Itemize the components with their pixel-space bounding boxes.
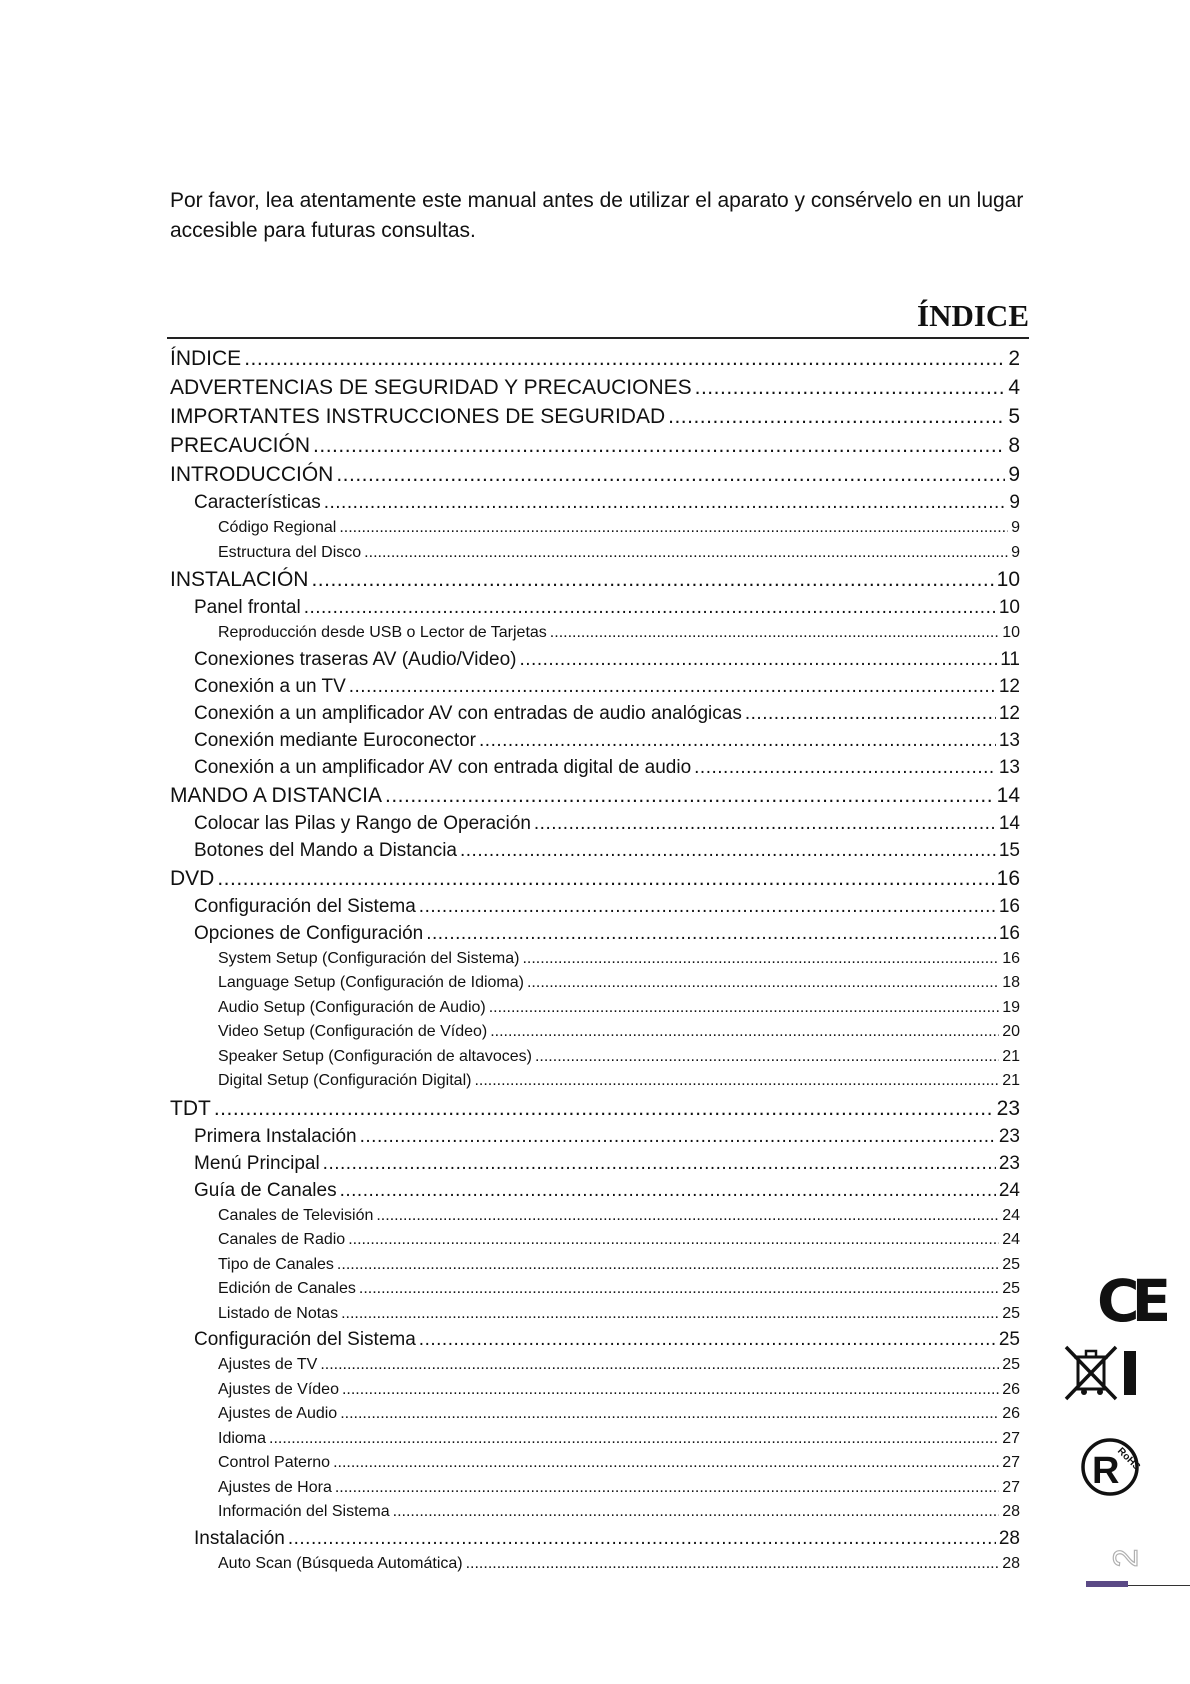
toc-entry[interactable] [170,864,1020,893]
toc-entry[interactable] [170,1451,1020,1476]
toc-entry-page: 10 [1002,624,1020,641]
toc-entry[interactable] [170,971,1020,996]
toc-dot-leader [333,1451,999,1476]
toc-entry[interactable] [170,837,1020,864]
toc-entry[interactable] [170,431,1020,460]
toc-entry-page: 27 [1002,1454,1020,1471]
toc-dot-leader [349,673,996,700]
toc-entry-title: Conexión mediante Euroconector [194,729,477,751]
toc-entry[interactable] [170,373,1020,402]
toc-dot-leader [324,489,1007,516]
toc-entry-title: Conexiones traseras AV (Audio/Video) [194,648,517,670]
ce-mark-icon: CE [1097,1267,1164,1335]
toc-entry-title: Conexión a un TV [194,675,346,697]
toc-entry[interactable] [170,1476,1020,1501]
toc-dot-leader [490,1020,999,1045]
toc-dot-leader [534,810,996,837]
toc-entry-title: Digital Setup (Configuración Digital) [218,1072,472,1089]
toc-entry[interactable] [170,1069,1020,1094]
toc-entry-page: 14 [998,812,1020,834]
toc-entry-title: Configuración del Sistema [194,895,416,917]
toc-entry[interactable] [170,402,1020,431]
toc-entry-title: TDT [170,1096,211,1120]
toc-entry-page: 24 [1002,1231,1020,1248]
toc-entry[interactable] [170,893,1020,920]
toc-entry-title: Ajustes de Hora [218,1478,332,1496]
rohs-label: RoHS [1115,1445,1142,1473]
toc-entry-title: Speaker Setup (Configuración de altavoces) [218,1047,532,1065]
toc-entry-page: 26 [1002,1380,1020,1398]
toc-entry-page: 8 [1008,434,1020,457]
page-number: 2 [1107,1548,1145,1568]
toc-entry-page: 9 [1008,463,1020,486]
toc-entry[interactable] [170,1277,1020,1302]
toc-entry-page: 26 [1002,1405,1020,1422]
toc-entry[interactable] [170,1228,1020,1253]
toc-entry-title: Idioma [218,1429,267,1447]
toc-entry-page: 12 [998,675,1020,697]
toc-dot-leader [323,1150,996,1177]
toc-entry[interactable] [170,1552,1020,1577]
toc-entry[interactable] [170,1326,1020,1353]
toc-entry-page: 10 [998,597,1020,618]
weee-crossed-bin-icon [1064,1345,1136,1401]
table-of-contents [170,344,1020,1576]
toc-entry-title: Canales de Televisión [218,1206,374,1224]
toc-dot-leader [339,516,1008,541]
toc-entry[interactable] [170,673,1020,700]
toc-dot-leader [288,1525,996,1552]
toc-entry-title: Listado de Notas [218,1304,339,1322]
toc-entry-page: 25 [1002,1255,1020,1273]
toc-entry-page: 16 [998,895,1020,917]
toc-entry-title: Reproducción desde USB o Lector de Tarjetas [218,624,547,641]
toc-entry[interactable] [170,1045,1020,1070]
toc-entry[interactable] [170,646,1020,673]
toc-entry-title: Control Paterno [218,1454,331,1471]
toc-heading: ÍNDICE [917,298,1029,333]
toc-entry[interactable] [170,920,1020,947]
toc-dot-leader [335,1476,999,1501]
toc-dot-leader [385,781,994,810]
toc-entry[interactable] [170,565,1020,594]
toc-entry-title: System Setup (Configuración del Sistema) [218,949,520,967]
toc-dot-leader [466,1552,1000,1577]
toc-entry[interactable] [170,1378,1020,1403]
toc-dot-leader [311,565,993,594]
toc-entry-title: Ajustes de Vídeo [218,1380,339,1398]
toc-entry-page: 19 [1002,998,1020,1016]
toc-dot-leader [340,1402,999,1427]
toc-entry[interactable] [170,1020,1020,1045]
toc-dot-leader [527,971,999,996]
toc-entry[interactable] [170,1525,1020,1552]
toc-dot-leader [359,1277,999,1302]
toc-entry[interactable] [170,754,1020,781]
toc-entry-page: 12 [998,702,1020,724]
toc-entry[interactable] [170,727,1020,754]
toc-dot-leader [313,431,1005,460]
toc-dot-leader [550,621,999,646]
toc-entry-title: PRECAUCIÓN [170,434,311,457]
toc-dot-leader [489,996,999,1021]
toc-entry-page: 16 [1002,949,1020,967]
toc-dot-leader [393,1500,1000,1525]
toc-entry[interactable] [170,1253,1020,1278]
toc-entry-title: Tipo de Canales [218,1255,334,1273]
toc-entry-page: 15 [998,839,1020,861]
toc-entry-page: 24 [1002,1206,1020,1224]
toc-dot-leader [426,920,996,947]
toc-entry[interactable] [170,1500,1020,1525]
toc-entry[interactable] [170,594,1020,621]
toc-entry-page: 14 [996,783,1020,807]
toc-dot-leader [360,1123,996,1150]
toc-entry-title: INSTALACIÓN [170,568,309,591]
toc-dot-leader [340,1177,996,1204]
toc-entry-title: Panel frontal [194,597,301,618]
toc-entry-title: Edición de Canales [218,1280,356,1297]
toc-dot-leader [695,373,1006,402]
toc-entry-title: Características [194,492,321,513]
toc-entry-page: 5 [1008,405,1020,428]
toc-entry-title: Ajustes de TV [218,1356,318,1373]
toc-entry-page: 28 [998,1527,1020,1549]
toc-entry-title: Canales de Radio [218,1231,346,1248]
toc-entry[interactable] [170,1353,1020,1378]
toc-entry-title: IMPORTANTES INSTRUCCIONES DE SEGURIDAD [170,405,666,428]
toc-dot-leader [244,344,1005,373]
intro-text: Por favor, lea atentamente este manual antes de utilizar el aparato y consérvelo en un lugar accesible para futuras consultas. [170,189,1024,242]
toc-dot-leader [320,1353,999,1378]
toc-entry-title: Video Setup (Configuración de Vídeo) [218,1023,488,1040]
toc-entry-page: 9 [1011,519,1020,536]
toc-dot-leader [519,646,997,673]
toc-entry[interactable] [170,781,1020,810]
toc-entry-title: Opciones de Configuración [194,922,424,944]
toc-entry-title: Language Setup (Configuración de Idioma) [218,974,524,991]
toc-entry-page: 20 [1002,1023,1020,1040]
toc-entry-title: Colocar las Pilas y Rango de Operación [194,812,531,834]
toc-entry[interactable] [170,460,1020,489]
footer-accent-bar [1086,1581,1128,1587]
toc-entry-title: Menú Principal [194,1152,320,1174]
toc-dot-leader [694,754,996,781]
toc-dot-leader [419,1326,996,1353]
toc-entry[interactable] [170,1094,1020,1123]
toc-dot-leader [376,1204,999,1229]
toc-dot-leader [214,1094,994,1123]
toc-entry-title: ADVERTENCIAS DE SEGURIDAD Y PRECAUCIONES [170,376,692,399]
toc-entry[interactable] [170,1177,1020,1204]
toc-entry[interactable] [170,1302,1020,1327]
toc-entry-page: 9 [1011,543,1020,561]
toc-dot-leader [304,594,996,621]
toc-entry-page: 28 [1002,1554,1020,1572]
toc-entry-title: Información del Sistema [218,1503,390,1520]
toc-entry-page: 4 [1008,376,1020,399]
toc-entry[interactable] [170,541,1020,566]
toc-dot-leader [419,893,996,920]
toc-entry[interactable] [170,516,1020,541]
toc-entry-title: INTRODUCCIÓN [170,463,334,486]
toc-entry-title: DVD [170,866,215,890]
toc-entry-page: 24 [998,1179,1020,1201]
toc-dot-leader [460,837,996,864]
toc-entry[interactable] [170,1427,1020,1452]
toc-entry[interactable] [170,1204,1020,1229]
toc-entry-title: Primera Instalación [194,1125,357,1147]
toc-dot-leader [364,541,1008,566]
toc-entry-title: Ajustes de Audio [218,1405,338,1422]
toc-entry[interactable] [170,810,1020,837]
toc-entry-page: 23 [996,1096,1020,1120]
toc-entry-title: Guía de Canales [194,1179,337,1201]
toc-entry-title: Audio Setup (Configuración de Audio) [218,998,486,1016]
toc-entry-page: 25 [1002,1280,1020,1297]
toc-entry-page: 13 [998,756,1020,778]
toc-entry-title: Código Regional [218,519,337,536]
toc-entry-page: 9 [1009,492,1020,513]
svg-text:R: R [1092,1450,1120,1492]
toc-dot-leader [217,864,993,893]
toc-dot-leader [745,700,996,727]
toc-dot-leader [522,947,999,972]
toc-entry-title: Auto Scan (Búsqueda Automática) [218,1554,463,1572]
toc-entry-page: 23 [998,1152,1020,1174]
toc-entry[interactable] [170,344,1020,373]
toc-entry[interactable] [170,700,1020,727]
toc-dot-leader [336,460,1005,489]
toc-entry-page: 13 [998,729,1020,751]
toc-entry-page: 25 [1002,1356,1020,1373]
toc-dot-leader [668,402,1005,431]
toc-entry[interactable] [170,621,1020,646]
toc-entry[interactable] [170,489,1020,516]
toc-entry-title: Estructura del Disco [218,543,362,561]
toc-entry-page: 27 [1002,1429,1020,1447]
toc-heading-rule [167,337,1029,339]
toc-entry-page: 11 [1000,648,1020,670]
toc-entry-page: 10 [996,568,1020,591]
toc-dot-leader [535,1045,999,1070]
toc-dot-leader [341,1302,999,1327]
toc-entry-page: 27 [1002,1478,1020,1496]
toc-entry[interactable] [170,996,1020,1021]
toc-entry-page: 21 [1002,1047,1020,1065]
rohs-mark-icon [1078,1435,1142,1499]
toc-entry-page: 28 [1002,1503,1020,1520]
toc-entry-title: Conexión a un amplificador AV con entradas de audio analógicas [194,702,742,724]
toc-dot-leader [337,1253,999,1278]
toc-entry-title: ÍNDICE [170,347,242,370]
toc-entry-page: 25 [1002,1304,1020,1322]
toc-entry-page: 16 [998,922,1020,944]
toc-entry-page: 25 [998,1329,1020,1350]
toc-dot-leader [479,727,996,754]
toc-entry-page: 21 [1002,1072,1020,1089]
toc-entry[interactable] [170,1402,1020,1427]
toc-entry-page: 16 [996,866,1020,890]
toc-entry-page: 23 [998,1125,1020,1147]
toc-entry[interactable] [170,1150,1020,1177]
toc-entry[interactable] [170,947,1020,972]
toc-entry-page: 18 [1002,974,1020,991]
toc-dot-leader [342,1378,999,1403]
toc-entry-page: 2 [1008,347,1020,370]
toc-dot-leader [269,1427,999,1452]
toc-entry-title: MANDO A DISTANCIA [170,783,382,807]
toc-entry-title: Conexión a un amplificador AV con entrada digital de audio [194,756,692,778]
toc-dot-leader [474,1069,999,1094]
toc-dot-leader [348,1228,999,1253]
toc-entry[interactable] [170,1123,1020,1150]
toc-entry-title: Botones del Mando a Distancia [194,839,457,861]
toc-entry-title: Configuración del Sistema [194,1329,416,1350]
toc-entry-title: Instalación [194,1527,285,1549]
